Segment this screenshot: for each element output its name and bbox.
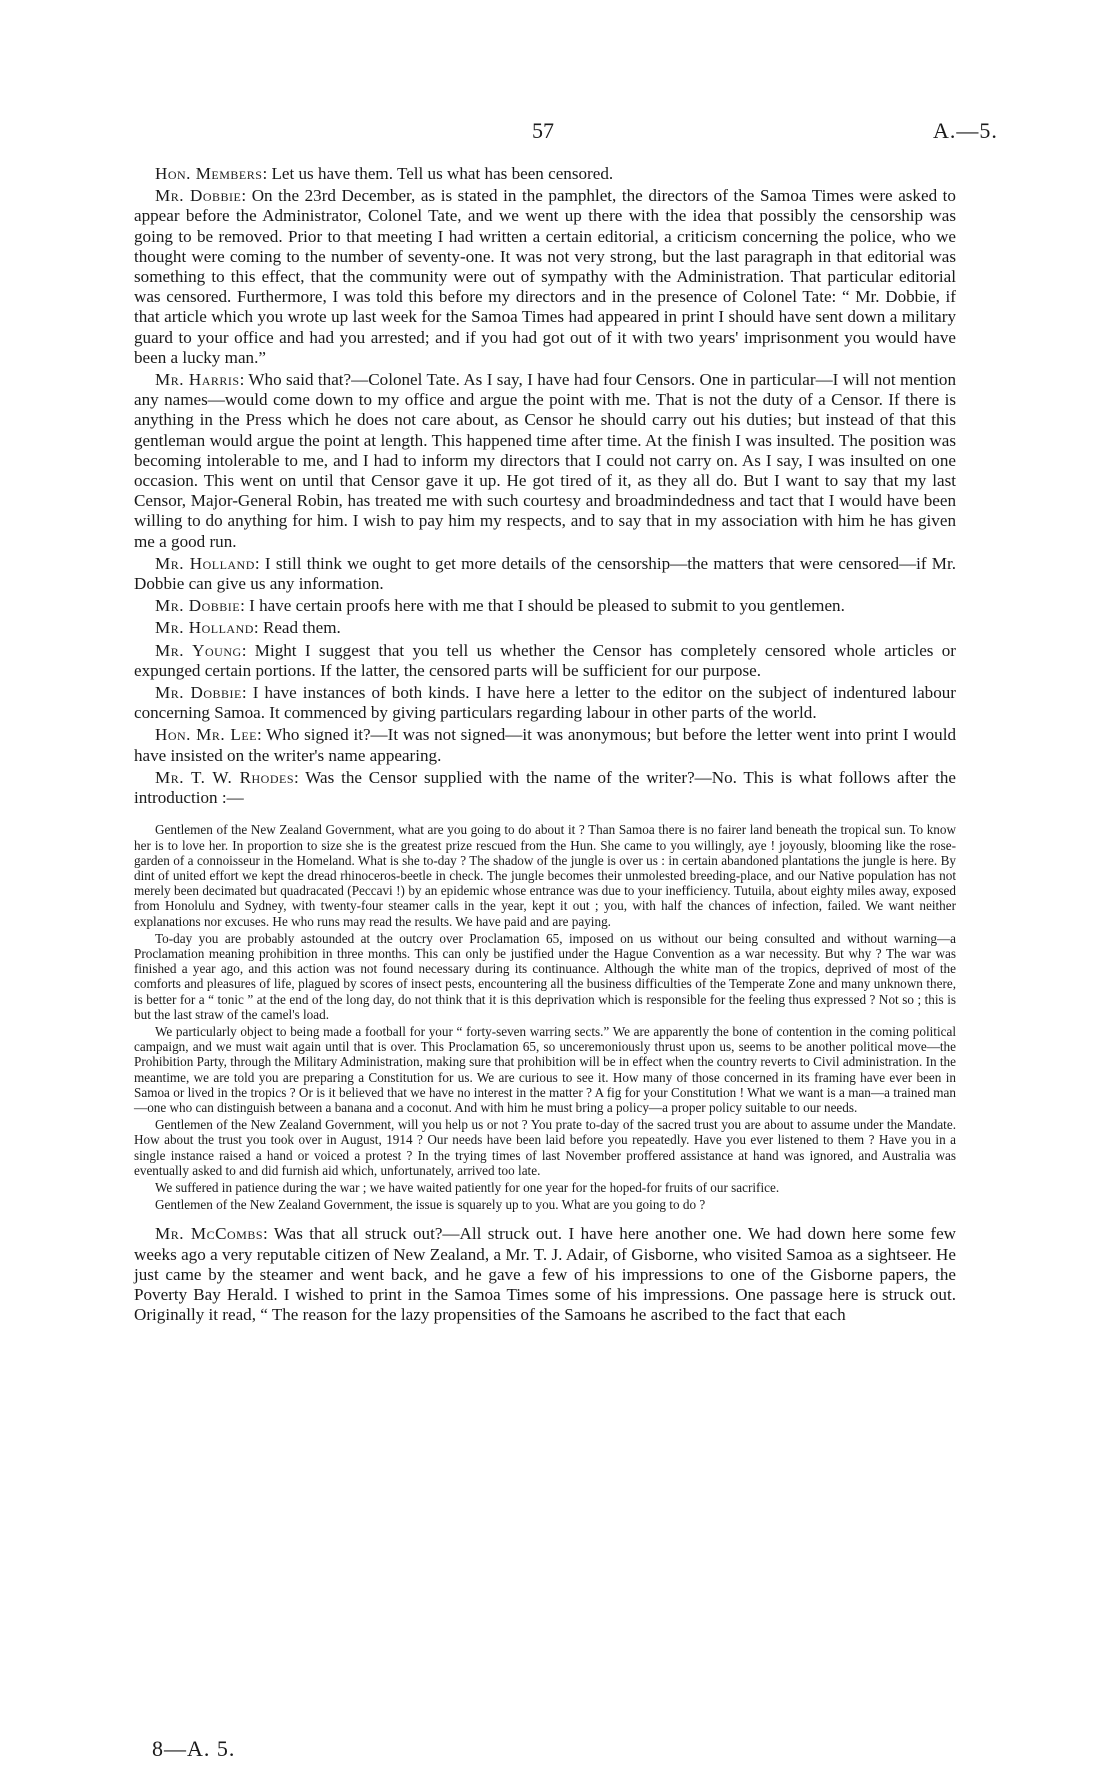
speaker-name: Hon. Members (155, 164, 263, 183)
speaker-name: Mr. Holland (155, 553, 255, 573)
quoted-letter (134, 822, 956, 1212)
quote-paragraph: Gentlemen of the New Zealand Government, the issue is squarely up to you. What are you going to do ? (155, 1197, 706, 1213)
paragraph (134, 554, 956, 594)
quote-paragraph: We suffered in patience during the war ; we have waited patiently for one year for the hoped-for fruits of our sacrifice. (155, 1179, 780, 1195)
paragraph (134, 768, 956, 808)
page-number: 57 (532, 118, 554, 143)
quote-paragraph: We particularly object to being made a football for your “ forty-seven warring sects.” We are apparently the bone of contention in the coming political campaign, and we must wait again until that is over. This Proclamation 65, so unceremoniously thrust upon us, seems to be another political move—the Prohibition Party, through the Military Administration, making sure that prohibition will be in effect when the country reverts to Civil administration. In the meantime, we are told you are preparing a Constitution for us. We are curious to see it. How many of those concerned in its framing have ever been in Samoa or lived in the tropics ? Or is it believed that we have no interest in the matter ? A fig for your Constitution ! What we want is a man—a trained man—one who can distinguish between a banana and a coconut. And with him he must bring a policy—a proper policy suitable to our needs. (134, 1023, 956, 1115)
speaker-name: Mr. T. W. Rhodes (155, 767, 294, 787)
paragraph (134, 1224, 956, 1325)
paragraph (134, 641, 956, 681)
paragraph-text: : Who signed it?—It was not signed—it was anonymous; but before the letter went into print I would have insisted on the writer's name appearing. (134, 725, 957, 765)
printer-signature: 8—A. 5. (152, 1736, 236, 1761)
paragraph-text: : I have certain proofs here with me that I should be pleased to submit to you gentlemen. (240, 596, 845, 616)
speaker-name: Mr. Harris (155, 370, 240, 390)
quote-paragraph: Gentlemen of the New Zealand Government, will you help us or not ? You prate to-day of the sacred trust you are about to assume under the Mandate. How about the trust you took over in August, 1914 ? Our needs have been laid before you repeatedly. Have you ever listened to them ? Have you in a single instance raised a hand or voiced a protest ? In the trying times of last November proffered assistance at hand was ignored, and Australia was eventually asked to and did furnish aid which, unfortunately, arrived too late. (134, 1117, 956, 1178)
paragraph (134, 596, 956, 616)
speaker-name: Mr. Young (155, 640, 242, 660)
paragraph (134, 186, 956, 368)
paragraph-text: : I have instances of both kinds. I have here a letter to the editor on the subject of indentured labour concerning Samoa. It commenced by giving particulars regarding labour in other parts of the world. (134, 683, 956, 723)
quote-paragraph: To-day you are probably astounded at the outcry over Proclamation 65, imposed on us without our being consulted and without warning—a Proclamation meaning prohibition in three months. This can only be justified under the Hague Convention as a war necessity. But why ? The war was finished a year ago, and this action was not found necessary during its continuance. Although the white man of the tropics, deprived of most of the comforts and pleasures of life, plagued by scores of insect pests, encountering all the business difficulties of the Temperate Zone and many unknown there, is better for a “ tonic ” at the end of the long day, do not think that it is this deprivation which is responsible for the feeling thus expressed ? Not so ; this is but the last straw of the camel's load. (134, 930, 956, 1022)
speaker-name: Mr. Dobbie (155, 683, 242, 703)
paragraph-text: : Let us have them. Tell us what has been censored. (262, 164, 614, 183)
paragraph-text: : Who said that?—Colonel Tate. As I say, I have had four Censors. One in particular—I will not mention any names—would come down to my office and argue the point with me. That is not the duty of a Censor. If there is anything in the Press which he does not care about, as Censor he should carry out his duties; but instead of that this gentleman would argue the point at length. This happened time after time. At the finish I was insulted. The position was becoming intolerable to me, and I had to inform my directors that I could not carry on. As I say, I was insulted on one occasion. This went on until that Censor gave it up. He got tired of it, as they all do. But I want to say that my last Censor, Major-General Robin, has treated me with such courtesy and broadmindedness and tact that I would have been willing to do anything for him. I wish to pay him my respects, and to say that in my association with him he has given me a good run. (134, 370, 956, 551)
paragraph-text: : On the 23rd December, as is stated in the pamphlet, the directors of the Samoa Times were asked to appear before the Administrator, Colonel Tate, and we went up there with the idea that possibly the censorship was going to be removed. Prior to that meeting I had written a certain editorial, a criticism concerning the police, who we thought were coming to the number of seventy-one. It was not very strong, but the last paragraph in that editorial was something to this effect, that the community were out of sympathy with the Administration. That particular editorial was censored. Furthermore, I was told this before my directors and in the presence of Colonel Tate: “ Mr. Dobbie, if that article which you wrote up last week for the Samoa Times had appeared in print I should have sent down a military guard to your office and had you arrested; and if you had got out of it with two years' imprisonment you would have been a lucky man.” (134, 186, 956, 367)
paragraph (134, 618, 956, 638)
paragraph-text: : Was the Censor supplied with the name of the writer?—No. This is what follows after the introduction :— (134, 767, 956, 808)
paragraph (134, 683, 956, 723)
paragraph-text: : Might I suggest that you tell us whether the Censor has completely censored whole articles or expunged certain portions. If the latter, the censored parts will be sufficient for our purpose. (134, 640, 957, 680)
speaker-name: Hon. Mr. Lee (155, 725, 257, 745)
paragraph (134, 725, 956, 765)
speaker-name: Mr. McCombs (155, 1224, 264, 1244)
quote-paragraph: Gentlemen of the New Zealand Government, what are you going to do about it ? Than Samoa there is no fairer land beneath the tropical sun. To know her is to love her. In proportion to size she is the greatest prize rescued from the Hun. She came to you willingly, aye ! joyously, blooming like the rose-garden of a connoisseur in the Homeland. What is she to-day ? The shadow of the jungle is over us : in certain abandoned plantations the jungle is here. By dint of united effort we kept the dread rhinoceros-beetle in check. The jungle becomes their unmolested breeding-place, and our Native population has not merely been decimated but quadracated (Peccavi !) by an epidemic whose entrance was due to your inefficiency. Tutuila, about eighty miles away, exposed from Honolulu and Sydney, with twenty-four steamer calls in the year, kept it out ; you, with half the chances of infection, failed. We want neither explanations nor excuses. He who runs may read the results. We have paid and are paying. (134, 822, 956, 929)
speaker-name: Mr. Dobbie (155, 186, 242, 206)
paragraph (134, 370, 956, 552)
paragraph-text: : I still think we ought to get more details of the censorship—the matters that were censored—if Mr. Dobbie can give us any information. (134, 553, 956, 594)
speaker-name: Mr. Holland (155, 618, 254, 638)
document-reference: A.—5. (933, 118, 998, 143)
document-body (134, 164, 956, 1325)
speaker-name: Mr. Dobbie (155, 596, 241, 616)
paragraph (134, 164, 956, 184)
paragraph-text: : Read them. (253, 618, 341, 638)
paragraph-text: : Was that all struck out?—All struck out. I have here another one. We had down here some few weeks ago a very reputable citizen of New Zealand, a Mr. T. J. Adair, of Gisborne, who visited Samoa as a sightseer. He just came by the steamer and went back, and he gave a few of his impressions to one of the Gisborne papers, the Poverty Bay Herald. I wished to print in the Samoa Times some of his impressions. One passage here is struck out. Originally it read, “ The reason for the lazy propensities of the Samoans he ascribed to the fact that each (134, 1224, 957, 1325)
